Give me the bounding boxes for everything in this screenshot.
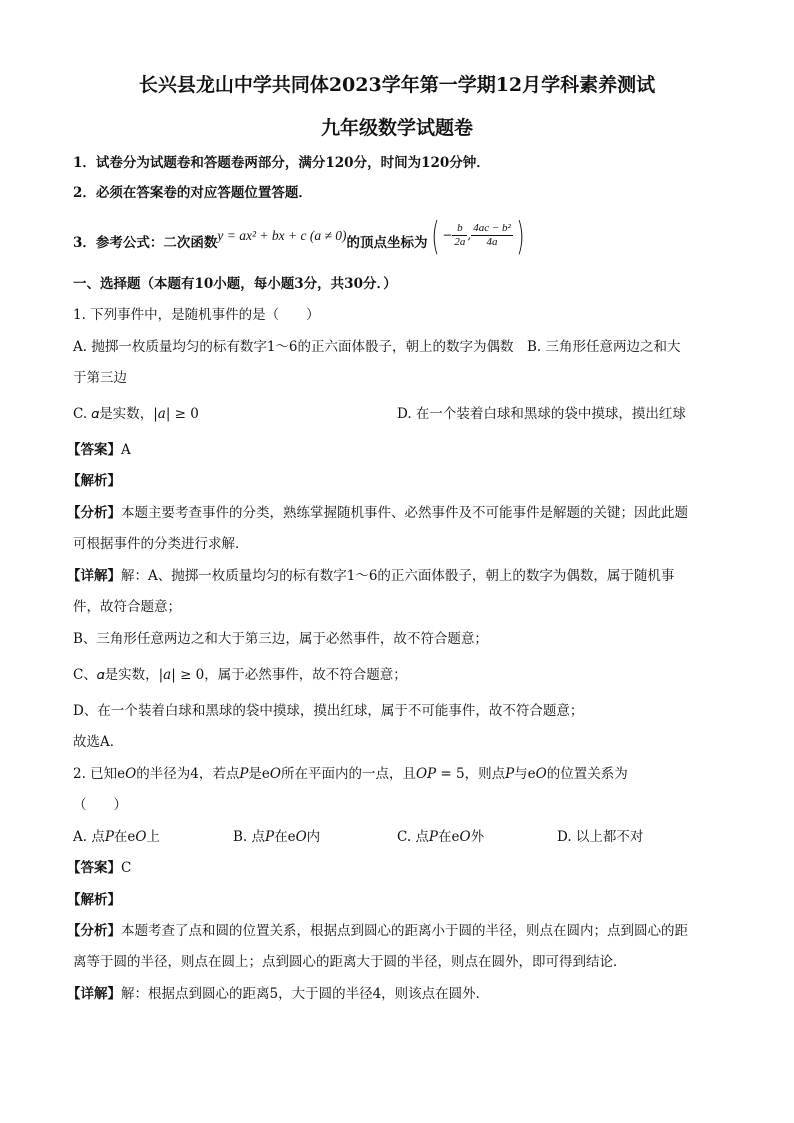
note-2: 2．必须在答案卷的对应答题位置答题． <box>73 185 312 201</box>
q1-answer-value: A <box>121 442 131 458</box>
q1-xiangjie-5: D、在一个装着白球和黑球的袋中摸球，摸出红球，属于不可能事件，故不符合题意； <box>73 703 584 719</box>
note-3-middle: 的顶点坐标为 <box>346 235 428 251</box>
q1-answer <box>67 441 131 459</box>
section-1-heading: 一、选择题（本题有10小题，每小题3分，共30分．） <box>73 276 397 292</box>
q1-fenxi-tag: 【分析】 <box>67 505 121 521</box>
q2-fenxi-text-1: 本题考查了点和圆的位置关系，根据点到圆心的距离小于圆的半径，则点在圆内；点到圆心的距 <box>121 923 688 939</box>
q2-answer-value: C <box>121 860 132 876</box>
q1-option-c: C. 𝛼是实数，|𝑎| ≥ 0 <box>73 406 199 422</box>
q2-option-c: C. 点𝑃在e𝑂外 <box>397 829 485 845</box>
q2-analysis-tag: 【解析】 <box>67 892 121 908</box>
q2-stem-1: 2. 已知e𝑂的半径为4，若点𝑃是e𝑂所在平面内的一点，且𝑂𝑃 = 5，则点𝑃与e𝑂的位置关系为 <box>73 766 628 782</box>
q1-fenxi-2: 可根据事件的分类进行求解． <box>73 536 249 552</box>
vertex-fraction-1-den: 2a <box>454 236 466 248</box>
note-1: 1．试卷分为试题卷和答题卷两部分，满分120分，时间为120分钟． <box>73 155 490 171</box>
left-paren: ( <box>430 213 440 258</box>
q1-answer-tag: 【答案】 <box>67 442 121 458</box>
q1-xiangjie-3: B、三角形任意两边之和大于第三边，属于必然事件，故不符合题意； <box>73 631 488 647</box>
q1-xiangjie-text-1: 解：A、抛掷一枚质量均匀的标有数字1～6的正六面体骰子，朝上的数字为偶数，属于随机事 <box>121 568 675 584</box>
q1-xiangjie-2: 件，故符合题意； <box>73 599 181 615</box>
vertex-fraction-2-num: 4ac − b² <box>473 222 511 234</box>
q1-analysis-tag: 【解析】 <box>67 473 121 489</box>
q1-xiangjie-tag: 【详解】 <box>67 568 121 584</box>
q2-option-d: D. 以上都不对 <box>557 829 644 845</box>
q1-fenxi-text-1: 本题主要考查事件的分类，熟练掌握随机事件、必然事件及不可能事件是解题的关键；因此此题 <box>121 505 688 521</box>
q2-xiangjie-tag: 【详解】 <box>67 986 121 1002</box>
vertex-fraction-1 <box>452 222 467 249</box>
q2-answer-tag: 【答案】 <box>67 860 121 876</box>
vertex-fraction-2-den: 4a <box>486 236 498 248</box>
q2-option-b: B. 点𝑃在e𝑂内 <box>233 829 321 845</box>
exam-subtitle: 九年级数学试题卷 <box>320 117 473 139</box>
q2-option-a: A. 点𝑃在e𝑂上 <box>73 829 160 845</box>
vertex-coordinates <box>428 213 528 258</box>
q1-option-a-b: A. 抛掷一枚质量均匀的标有数字1～6的正六面体骰子，朝上的数字为偶数 B. 三角形任意两边之和大 <box>73 339 681 355</box>
q1-stem: 1. 下列事件中，是随机事件的是（ ） <box>73 307 320 323</box>
right-paren: ) <box>516 213 525 258</box>
q2-fenxi-2: 离等于圆的半径，则点在圆上；点到圆心的距离大于圆的半径，则点在圆外，即可得到结论． <box>73 954 627 970</box>
q2-answer <box>67 859 131 877</box>
note-3-prefix: 3．参考公式：二次函数 <box>73 235 218 251</box>
quadratic-formula: y = ax² + bx + c (a ≠ 0) <box>217 228 347 243</box>
q1-xiangjie-1 <box>67 567 674 585</box>
q1-xiangjie-6: 故选A． <box>73 734 124 750</box>
q2-xiangjie-1 <box>67 985 489 1003</box>
q1-option-b-cont: 于第三边 <box>73 370 127 386</box>
note-3 <box>73 213 528 264</box>
q1-fenxi-1 <box>67 504 688 522</box>
vertex-fraction-1-num: b <box>452 222 467 236</box>
vertex-fraction-2 <box>471 222 513 249</box>
q2-fenxi-tag: 【分析】 <box>67 923 121 939</box>
vertex-minus: − <box>442 228 453 242</box>
q2-stem-2: （ ） <box>73 797 127 813</box>
q2-fenxi-1 <box>67 922 688 940</box>
q1-option-d: D. 在一个装着白球和黑球的袋中摸球，摸出红球 <box>397 406 686 422</box>
exam-title: 长兴县龙山中学共同体2023学年第一学期12月学科素养测试 <box>138 74 656 96</box>
vertex-comma: , <box>467 228 472 242</box>
q2-xiangjie-text-1: 解：根据点到圆心的距离5，大于圆的半径4，则该点在圆外． <box>121 986 490 1002</box>
q1-xiangjie-4: C、𝛼是实数，|𝑎| ≥ 0，属于必然事件，故不符合题意； <box>73 667 407 683</box>
